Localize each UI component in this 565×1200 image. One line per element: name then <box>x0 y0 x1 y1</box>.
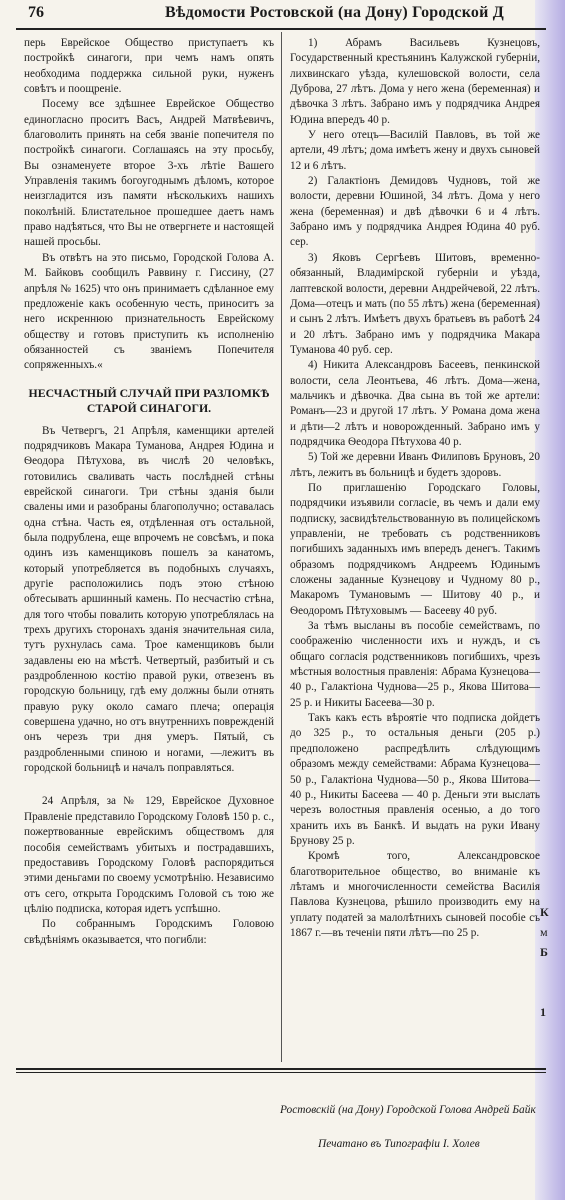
mayor-signature-line: Ростовскій (на Дону) Городской Голова Андрей Байк <box>280 1104 536 1116</box>
paragraph: У него отецъ—Василій Павловъ, въ той же артели, 49 лѣтъ; дома имѣетъ жену и двухъ сыновей 12 и 6 лѣтъ. <box>290 129 540 172</box>
right-column <box>290 36 540 941</box>
margin-fragment: Б <box>540 945 548 959</box>
heading-line: СТАРОЙ СИНАГОГИ. <box>86 400 212 415</box>
margin-fragment: К <box>540 905 549 919</box>
paragraph: По собраннымъ Городскимъ Головою свѣдѣніямъ оказывается, что погибли: <box>24 918 274 946</box>
victim-entry: 2) Галактіонъ Демидовъ Чудновъ, той же волости, деревни Юшиной, 34 лѣтъ. Дома у него жена (беременная) и двѣ дѣвочки 6 и 4 лѣтъ. Забрано имъ у подрядчика Андрея Юдина 40 руб. сер. <box>290 175 540 249</box>
page-header <box>10 2 555 28</box>
margin-fragment: м <box>540 925 548 939</box>
paragraph: Въ отвѣтъ на это письмо, Городской Голова А. М. Байковъ сообщилъ Раввину г. Гиссину, (27 апрѣля № 1625) что онъ принимаетъ сдѣланное ему предложеніе какъ особенную честь, приноситъ за него искреннюю признательность Еврейскому обществу и готовъ приступить къ исполненію обязанностей съ званіемъ Попечителя сопряженныхъ.« <box>24 251 274 372</box>
footer-rule <box>16 1068 546 1070</box>
paragraph: 24 Апрѣля, за № 129, Еврейское Духовное Правленіе представило Городскому Головѣ 150 р. с., пожертвованные еврейскимъ обществомъ для пособія семействамъ убитыхъ и пострадавшихъ, предоставивъ Городскому Головѣ распорядиться этими деньгами по своему усмотрѣнію. Независимо отъ сего, открыта Городскимъ Головой съ тою же цѣлію подписка, которая идетъ успѣшно. <box>24 795 274 915</box>
paragraph: По приглашенію Городскаго Головы, подрядчики изъявили согласіе, въ чемъ и дали ему подписку, засвидѣтельствованную въ полицейскомъ управленіи, не требовать съ родственниковъ погибшихъ заданныхъ имъ впередъ денегъ. Такимъ образомъ подрядчикомъ Андреемъ Юдинымъ сложены заданные Кузнецову и Чудному 80 р., Макаромъ Тумановымъ — Шитову 40 р., и Ѳеодоромъ Пѣтуховымъ — Басееву 40 руб. <box>290 481 540 617</box>
paragraph: Посему все здѣшнее Еврейское Общество единогласно проситъ Васъ, Андрей Матвѣевичъ, благоволить принять на себя званіе попечителя по постройкѣ синагоги. Соглашаясь на эту просьбу, Вы ознаменуете второе 3-хъ лѣтіе Вашего Управленія такимъ богоугоднымъ дѣломъ, которое неизгладится изъ памяти нѣсколькихъ нашихъ поколѣній. Блистательное прошедшее даетъ намъ право надѣяться, что Вы не отвергнете и настоящей нашей просьбы. <box>24 98 274 249</box>
section-heading <box>24 386 274 416</box>
victim-entry: 4) Никита Александровъ Басеевъ, пенкинской волости, села Леонтьева, 46 лѣтъ. Дома—жена, мальчикъ и дѣвочка. Два сына въ той же артели: Романъ—23 и другой 17 лѣтъ. У Романа дома жена и дѣти—2 лѣтъ и новорожденный. Забрано имъ у подрядчика Ѳеодора Пѣтухова 40 р. <box>290 359 540 448</box>
header-rule <box>16 28 546 30</box>
paragraph: За тѣмъ высланы въ пособіе семействамъ, по соображенію численности ихъ и нуждъ, и съ общаго согласія родственниковъ погибшихъ, чрезъ мѣстныя волостныя правленія: Абрама Кузнецова—40 р., Галактіона Чуднова—25 р., Якова Шитова—25 р. и Никиты Басеева—30 р. <box>290 620 540 709</box>
paragraph: Кромѣ того, Александровское благотворительное общество, во вниманіе къ лѣтамъ и многочисленности семейства Василія Павлова Кузнецова, рѣшило производить ему на уплату податей за малолѣтнихъ сыновей пособіе съ 1867 г.—въ теченіи пяти лѣтъ—по 25 р. <box>290 850 540 939</box>
heading-line: НЕСЧАСТНЫЙ СЛУЧАЙ ПРИ РАЗЛОМКѢ <box>28 385 270 400</box>
victim-entry: 5) Той же деревни Иванъ Филиповъ Бруновъ, 20 лѣтъ, лежитъ въ больницѣ и будетъ здоровъ. <box>290 451 540 479</box>
footer-rule-thin <box>16 1072 546 1073</box>
spacer <box>24 776 274 794</box>
newspaper-title: Вѣдомости Ростовской (на Дону) Городской Д <box>165 4 504 21</box>
left-column <box>24 36 274 948</box>
printer-line: Печатано въ Типографіи І. Холев <box>318 1138 480 1150</box>
paragraph: Въ Четвергъ, 21 Апрѣля, каменщики артелей подрядчиковъ Макара Туманова, Андрея Юдина и Ѳеодора Пѣтухова, въ числѣ 20 человѣкъ, готовились сваливать часть послѣдней стѣны еврейской синагоги. Три стѣны зданія были свалены ими и разобраны благополучно; оставалась одна стѣна. Часть ея, отдѣленная отъ остальной, была подрублена, еще впрочемъ не совсѣмъ, и пока одинъ изъ каменщиковъ пошелъ за канатомъ, который употребляется въ подобныхъ случаяхъ, другіе расположились подъ этою стѣною обтесывать аршинный камень. По несчастію стѣна, для того чтобы повалить которую употреблялась на трехъ другихъ сторонахъ зданія значительная сила, тутъ рухнулась сама. Трое каменщиковъ были задавлены ею на мѣстѣ. Четвертый, разбитый и съ раздробленною костію правой руки, отвезенъ въ городскую больницу, гдѣ ему должны были отнять правую руку около самаго плеча; операція совершена удачно, но отъ внутреннихъ поврежденій онъ черезъ три дня умеръ. Пятый, съ раздробленными спиною и ногами, —лежитъ въ городской больницѣ и началъ поправляться. <box>24 424 274 775</box>
column-divider <box>281 32 282 1062</box>
paragraph: перь Еврейское Общество приступаетъ къ постройкѣ синагоги, при чемъ намъ опять необходима поддержка сильной руки, нуженъ совѣтъ и поощреніе. <box>24 37 274 96</box>
page-number: 76 <box>28 4 44 21</box>
victim-entry: 3) Яковъ Сергѣевъ Шитовъ, временно-обязанный, Владимірской губерніи и уѣзда, лаптевской волости, деревни Андрейчевой, 22 лѣтъ. Дома—отецъ и мать (по 55 лѣтъ) жена (беременная) и сынъ 2 лѣтъ. Имѣетъ двухъ братьевъ въ работѣ 24 и 20 лѣтъ. Забрано имъ у подрядчика Макара Туманова 40 руб. сер. <box>290 251 540 356</box>
paragraph: Такъ какъ есть вѣроятіе что подписка дойдетъ до 325 р., то остальныя деньги (205 р.) предположено распредѣлить слѣдующимъ образомъ между семействами: Абрама Кузнецова—50 р., Галактіона Чуднова—50 р., Якова Шитова—40 р., Никиты Басеева — 40 р. Деньги эти выслать черезъ волостныя правленія осенью, а до того хранить ихъ въ Банкѣ. И выдать на руки Ивану Брунову 25 р. <box>290 712 540 847</box>
victim-entry: 1) Абрамъ Васильевъ Кузнецовъ, Государственный крестьянинъ Калужской губерніи, лихвинскаго уѣзда, кулешовской волости, села Дуброва, 27 лѣтъ. Дома у него жена (беременная) и дѣвочка 3 лѣтъ. Забрано имъ у подрядчика Андрея Юдина впередъ 40 р. <box>290 37 540 126</box>
margin-fragment: 1 <box>540 1005 546 1019</box>
